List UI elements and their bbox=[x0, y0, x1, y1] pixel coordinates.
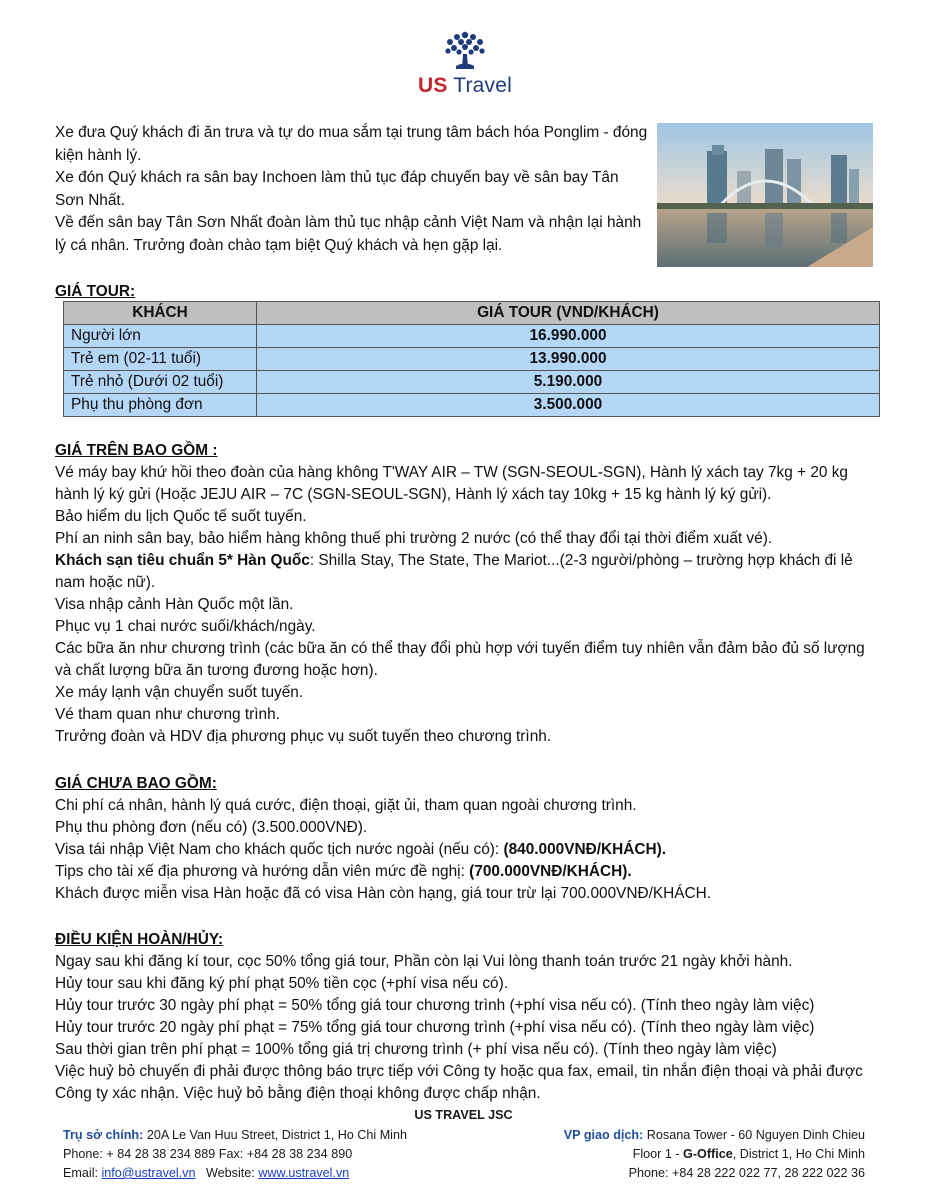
page-footer bbox=[0, 1106, 927, 1180]
excluded-item: Khách được miễn visa Hàn hoặc đã có visa Hàn còn hạng, giá tour trừ lại 700.000VNĐ/KHÁCH. bbox=[55, 885, 712, 902]
price-section bbox=[55, 281, 875, 303]
included-item: Phục vụ 1 chai nước suối/khách/ngày. bbox=[55, 618, 316, 635]
cancellation-item: Việc huỷ bỏ chuyến đi phải được thông báo trực tiếp với Công ty hoặc qua fax, email, tin nhắn điện thoại và phải được Công ty xác nhận. Việc huỷ bỏ bằng điện thoại không được chấp nhận. bbox=[55, 1063, 863, 1102]
logo-wordmark: US Travel bbox=[418, 74, 512, 97]
included-item: Xe máy lạnh vận chuyển suốt tuyến. bbox=[55, 684, 304, 701]
cancellation-item: Hủy tour sau khi đăng ký phí phạt 50% tiền cọc (+phí visa nếu có). bbox=[55, 975, 509, 992]
footer-branch-office bbox=[564, 1126, 865, 1183]
intro-line: Về đến sân bay Tân Sơn Nhất đoàn làm thủ tục nhập cảnh Việt Nam và nhận lại hành lý cá nhân. Trưởng đoàn chào tạm biệt Quý khách và hẹn gặp lại. bbox=[55, 214, 642, 254]
company-logo bbox=[410, 28, 520, 100]
included-item: Trưởng đoàn và HDV địa phương phục vụ suốt tuyến theo chương trình. bbox=[55, 728, 552, 745]
cancellation-item: Hủy tour trước 30 ngày phí phạt = 50% tổng giá tour chương trình (+phí visa nếu có). (Tính theo ngày làm việc) bbox=[55, 997, 815, 1014]
email-link[interactable]: info@ustravel.vn bbox=[101, 1166, 196, 1180]
included-heading: GIÁ TRÊN BAO GỒM : bbox=[55, 442, 218, 459]
excluded-item: Phụ thu phòng đơn (nếu có) (3.500.000VNĐ). bbox=[55, 819, 368, 836]
hq-address: 20A Le Van Huu Street, District 1, Ho Chi Minh bbox=[143, 1128, 407, 1142]
included-item: Vé máy bay khứ hồi theo đoàn của hàng không T'WAY AIR – TW (SGN-SEOUL-SGN), Hành lý xách tay 7kg + 20 kg hành lý ký gửi (Hoặc JEJU AIR – 7C (SGN-SEOUL-SGN), Hành lý xách tay 10kg + 15 kg hành lý ký gửi). bbox=[55, 464, 848, 503]
price-table bbox=[63, 301, 880, 417]
hq-phone: Phone: + 84 28 38 234 889 Fax: +84 28 38 234 890 bbox=[63, 1147, 353, 1161]
city-bridge-photo bbox=[657, 123, 873, 267]
included-item-hotel bbox=[55, 550, 875, 594]
included-item: Vé tham quan như chương trình. bbox=[55, 706, 280, 723]
footer-company-name: US TRAVEL JSC bbox=[414, 1108, 513, 1122]
excluded-item: Visa tái nhập Việt Nam cho khách quốc tịch nước ngoài (nếu có): (840.000VNĐ/KHÁCH). bbox=[55, 841, 666, 858]
included-item: Bảo hiểm du lịch Quốc tế suốt tuyến. bbox=[55, 508, 307, 525]
intro-line: Xe đưa Quý khách đi ăn trưa và tự do mua sắm tại trung tâm bách hóa Ponglim - đóng kiện hành lý. bbox=[55, 124, 648, 164]
included-item: Visa nhập cảnh Hàn Quốc một lần. bbox=[55, 596, 294, 613]
intro-line: Xe đón Quý khách ra sân bay Inchoen làm thủ tục đáp chuyến bay về sân bay Tân Sơn Nhất. bbox=[55, 169, 619, 209]
intro-text bbox=[55, 122, 650, 257]
hotel-label: Khách sạn tiêu chuẩn 5* Hàn Quốc bbox=[55, 552, 310, 569]
guest-type-cell: Trẻ nhỏ (Dưới 02 tuổi) bbox=[64, 371, 257, 394]
table-row bbox=[64, 394, 880, 417]
excluded-section bbox=[55, 773, 875, 905]
price-cell: 13.990.000 bbox=[257, 348, 880, 371]
table-row bbox=[64, 348, 880, 371]
guest-type-cell: Trẻ em (02-11 tuổi) bbox=[64, 348, 257, 371]
cancellation-item: Hủy tour trước 20 ngày phí phạt = 75% tổng giá tour chương trình (+phí visa nếu có). (Tính theo ngày làm việc) bbox=[55, 1019, 815, 1036]
included-item: Phí an ninh sân bay, bảo hiểm hàng không thuế phi trường 2 nước (có thể thay đổi tại thời điểm xuất vé). bbox=[55, 530, 773, 547]
included-section bbox=[55, 440, 875, 748]
column-header-guest: KHÁCH bbox=[64, 302, 257, 325]
office-phone: Phone: +84 28 222 022 77, 28 222 022 36 bbox=[628, 1166, 865, 1180]
price-heading: GIÁ TOUR: bbox=[55, 283, 136, 300]
table-row bbox=[64, 371, 880, 394]
cancellation-item: Ngay sau khi đăng kí tour, cọc 50% tổng giá tour, Phần còn lại Vui lòng thanh toán trước 21 ngày khởi hành. bbox=[55, 953, 793, 970]
office-label: VP giao dịch: bbox=[563, 1128, 644, 1142]
guest-type-cell: Phụ thu phòng đơn bbox=[64, 394, 257, 417]
footer-head-office: Trụ sở chính: 20A Le Van Huu Street, District 1, Ho Chi Minh Phone: + 84 28 38 234 889 Fax: +84 28 38 234 890 Email: info@ustravel.vn Website: www.ustravel.vn bbox=[63, 1128, 407, 1180]
tree-logo-icon bbox=[440, 28, 490, 74]
included-item: Các bữa ăn như chương trình (các bữa ăn có thể thay đổi phù hợp với tuyến điểm tuy nhiên vẫn đảm bảo đủ số lượng và chất lượng bữa ăn tương đương hoặc hơn). bbox=[55, 640, 865, 679]
cancellation-heading: ĐIỀU KIỆN HOÀN/HỦY: bbox=[55, 931, 224, 948]
hotel-details: : Shilla Stay, The State, The Mariot...(2-3 người/phòng – trường hợp khách đi lẻ nam hoặc nữ). bbox=[55, 552, 853, 591]
office-floor: Floor 1 - G-Office, District 1, Ho Chi Minh bbox=[632, 1147, 865, 1161]
excluded-heading: GIÁ CHƯA BAO GỒM: bbox=[55, 775, 217, 792]
table-row bbox=[64, 325, 880, 348]
cancellation-section bbox=[55, 929, 875, 1105]
column-header-price: GIÁ TOUR (VND/KHÁCH) bbox=[257, 302, 880, 325]
price-cell: 3.500.000 bbox=[257, 394, 880, 417]
website-link[interactable]: www.ustravel.vn bbox=[258, 1166, 350, 1180]
price-cell: 5.190.000 bbox=[257, 371, 880, 394]
guest-type-cell: Người lớn bbox=[64, 325, 257, 348]
office-address: Rosana Tower - 60 Nguyen Dinh Chieu bbox=[643, 1128, 865, 1142]
excluded-item: Tips cho tài xế địa phương và hướng dẫn viên mức đề nghị: (700.000VNĐ/KHÁCH). bbox=[55, 863, 632, 880]
table-header-row bbox=[64, 302, 880, 325]
excluded-item: Chi phí cá nhân, hành lý quá cước, điện thoại, giặt ủi, tham quan ngoài chương trình. bbox=[55, 797, 637, 814]
cancellation-item: Sau thời gian trên phí phạt = 100% tổng giá trị chương trình (+ phí visa nếu có). (Tính theo ngày làm việc) bbox=[55, 1041, 777, 1058]
price-cell: 16.990.000 bbox=[257, 325, 880, 348]
hq-label: Trụ sở chính: bbox=[63, 1128, 144, 1142]
